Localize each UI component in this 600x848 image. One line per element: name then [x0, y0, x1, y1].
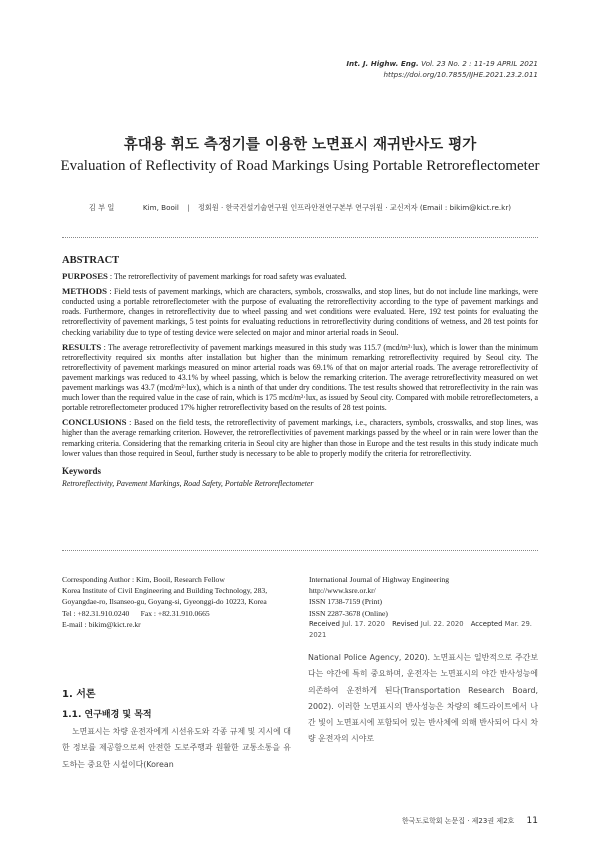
results-text: : The average retroreflectivity of pavement markings measured in this study was 115.7 (mcd/m²·lux), which is lower than the minimum retroreflectivity required six months after installation but higher than the minimum remarking retroreflectivity required by Seoul city. The retroreflectivity of pavement markings measured on minor arterial roads was 69.1% of that on major arterial roads. The average retroreflectivity of pavement markings was reduced to 43.1% by wheel passing, which is below the remarking criterion. The average retroreflectivity measured on wet pavement markings was 43.7 (mcd/m²·lux), which is a ninth of that under dry conditions. The test results showed that retroreflectivity in the rain was much lower than the required value in the case of rain, which is 175 mcd/m²·lux, as issued by Seoul city. Compared with mobile retroreflectometers, a portable retroreflectometer produced 17% higher retroreflectivity based on the results of 28 test points. — [62, 342, 538, 413]
methods-label: METHODS — [62, 286, 107, 297]
purposes-text: : The retroreflectivity of pavement markings for road safety was evaluated. — [107, 272, 347, 282]
abstract-methods — [62, 286, 538, 337]
corresponding-line: Korea Institute of Civil Engineering and Building Technology, 283, — [62, 586, 268, 596]
author-line — [0, 203, 600, 213]
page-number: 11 — [526, 816, 538, 826]
corresponding-line: Goyangdae-ro, Ilsanseo-gu, Goyang-si, Gyeonggi-do 10223, Korea — [62, 597, 267, 607]
article-dates — [309, 619, 544, 641]
body-paragraph: 노면표시는 차량 운전자에게 시선유도와 각종 규제 및 지시에 대한 정보를 제공함으로써 안전한 도로주행과 원활한 교통소통을 유도하는 중요한 시설이다(Korean — [62, 727, 291, 769]
body-left-column — [62, 685, 291, 773]
journal-url[interactable]: http://www.ksre.or.kr/ — [309, 586, 376, 596]
keywords-text: Retroreflectivity, Pavement Markings, Road Safety, Portable Retroreflectometer — [62, 478, 314, 488]
separator: | — [187, 203, 190, 212]
purposes-label: PURPOSES — [62, 271, 108, 282]
title-english: Evaluation of Reflectivity of Road Markings Using Portable Retroreflectometer — [60, 158, 540, 174]
title-korean: 휴대용 휘도 측정기를 이용한 노면표시 재귀반사도 평가 — [123, 137, 477, 153]
subsection-heading: 1.1. 연구배경 및 목적 — [62, 710, 152, 720]
received-label: Received — [309, 619, 340, 628]
abstract-heading: ABSTRACT — [62, 255, 120, 266]
body-right-column — [308, 650, 538, 748]
author-affiliation: 정회원 · 한국건설기술연구원 인프라안전연구본부 연구위원 · 교신저자 (Email : bikim@kict.re.kr) — [197, 203, 512, 212]
issn-online: ISSN 2287-3678 (Online) — [309, 608, 388, 618]
divider — [62, 237, 538, 238]
revised-date: Jul. 22. 2020 — [420, 619, 464, 628]
accepted-label: Accepted — [470, 619, 503, 628]
journal-name: International Journal of Highway Engineering — [309, 575, 450, 584]
keywords-heading: Keywords — [62, 465, 101, 476]
journal-info — [309, 574, 544, 641]
page-footer — [402, 816, 538, 826]
divider — [62, 550, 538, 551]
methods-text: : Field tests of pavement markings, which are characters, symbols, crosswalks, and stop lines, but do not include line markings, were conducted using a portable retroreflectometer with the purpose of evaluating the retroreflectivity according to the type of pavement markings and roads. Furthermore, changes in retroreflectivity due to wheel passing and wet conditions were evaluated. Here, 192 test points for evaluating the retroreflectivity of pavement markings, 5 test points for evaluating reductions in retroreflectivity during conditions of wetness, and 28 test points for checking variability due to type of testing device were selected on major and minor arterial roads in Seoul. — [62, 287, 538, 337]
journal-citation — [346, 58, 538, 80]
corresponding-line: Corresponding Author : Kim, Booil, Research Fellow — [62, 575, 225, 584]
conclusions-label: CONCLUSIONS — [62, 417, 127, 428]
conclusions-text: : Based on the field tests, the retroreflectivity of pavement markings, i.e., characters, symbols, crosswalks, and stop lines, was higher than the average remarking criterion. However, the retroreflectivities of pavement markings passed by the wheel or in rain were lower than the remarking criteria. Considering that the remarking criteria in Seoul city are higher than those in Europe and the test results in this study indicate much lower values than those required in Seoul, further study is necessary to be able to properly modify the criteria for retroreflectivity. — [62, 418, 538, 458]
results-label: RESULTS — [62, 341, 102, 352]
doi-link[interactable]: https://doi.org/10.7855/IJHE.2021.23.2.011 — [383, 70, 538, 79]
volume-line: Vol. 23 No. 2 : 11-19 APRIL 2021 — [421, 59, 538, 68]
accepted-date: Mar. 29. 2021 — [309, 619, 532, 640]
journal-abbrev: Int. J. Highw. Eng. — [346, 59, 419, 68]
corresponding-email[interactable]: E-mail : bikim@kict.re.kr — [62, 619, 141, 629]
abstract-purposes — [62, 271, 538, 282]
section-heading: 1. 서론 — [62, 689, 96, 700]
author-name-english: Kim, Booil — [142, 203, 179, 212]
issn-print: ISSN 1738-7159 (Print) — [309, 597, 382, 607]
body-paragraph: National Police Agency, 2020). 노면표시는 일반적으로 주간보다는 야간에 특히 중요하며, 운전자는 노면표시의 야간 반사성능에 의존하여 운전하게 된다(Transportation Research Board, 2002). 이러한 노면표시의 반사성능은 차량의 헤드라이트에서 나간 빛이 노면표시에 포함되어 있는 반사체에 의해 반사되어 다시 차량 운전자의 시야로 — [308, 653, 538, 744]
corresponding-author — [62, 574, 302, 630]
revised-label: Revised — [392, 619, 419, 628]
abstract-results — [62, 342, 538, 414]
abstract-block — [62, 256, 538, 493]
abstract-conclusions — [62, 417, 538, 458]
corresponding-line: Tel : +82.31.910.0240 Fax : +82.31.910.0665 — [62, 608, 210, 618]
received-date: Jul. 17. 2020 — [342, 619, 385, 628]
author-name-korean: 김 부 일 — [88, 203, 115, 212]
footer-journal: 한국도로학회 논문집 · 제23권 제2호 — [401, 817, 515, 825]
